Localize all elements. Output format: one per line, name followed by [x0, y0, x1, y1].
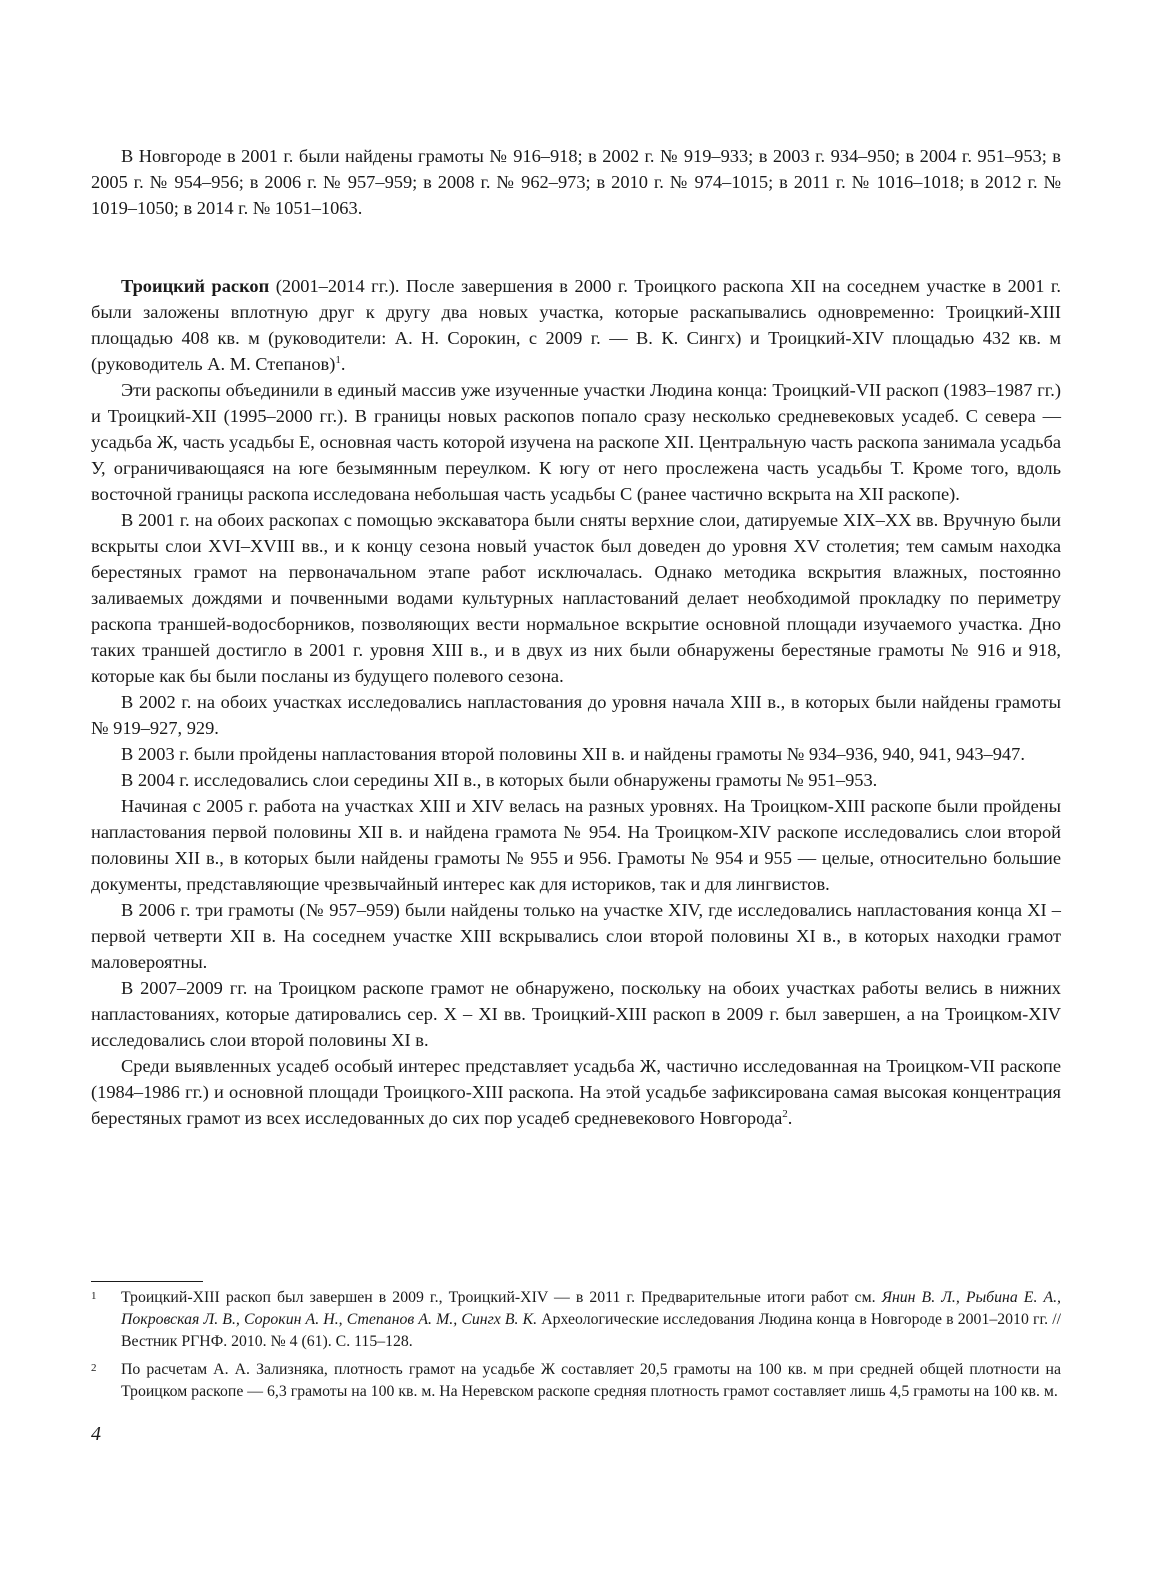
section-heading: Троицкий раскоп — [121, 276, 270, 296]
paragraph-2-end: . — [340, 354, 346, 374]
paragraph-1: В Новгороде в 2001 г. были найдены грамоты № 916–918; в 2002 г. № 919–933; в 2003 г. 934–950; в 2004 г. 951–953; в 2005 г. № 954–956; в 2006 г. № 957–959; в 2008 г. № 962–973; в 2010 г. № 974–1015; в 2011 г. № 1016–1018; в 2012 г. № 1019–1050; в 2014 г. № 1051–1063. — [91, 146, 1061, 218]
footnote-text: По расчетам А. А. Зализняка, плотность грамот на усадьбе Ж составляет 20,5 грамоты на 100 кв. м при средней общей плотности на Троицком раскопе — 6,3 грамоты на 100 кв. м. На Неревском раскопе средняя плотность грамот составляет лишь 4,5 грамоты на 100 кв. м. — [121, 1361, 1061, 1400]
paragraph-11 — [91, 1053, 1061, 1131]
footnote-1 — [91, 1287, 1061, 1353]
footnote-text-cont: Археологические исследования Людина конца в Новгороде в 2001–2010 гг. // Вестник РГНФ. 2010. № 4 (61). С. 115–128. — [121, 1311, 1061, 1350]
paragraph-2-text: (2001–2014 гг.). После завершения в 2000 г. Троицкого раскопа XII на соседнем участке в 2001 г. были заложены вплотную друг к другу два новых участка, которые раскапывались одновременно: Троицкий-XIII площадью 408 кв. м (руководители: А. Н. Сорокин, с 2009 г. — В. К. Сингх) и Троицкий-XIV площадью 432 кв. м (руководитель А. М. Степанов) — [91, 276, 1061, 374]
paragraph-7: В 2004 г. исследовались слои середины XII в., в которых были обнаружены грамоты № 951–953. — [121, 770, 878, 790]
section-gap — [91, 221, 1061, 273]
paragraph-11-end: . — [787, 1108, 793, 1128]
paragraph-10: В 2007–2009 гг. на Троицком раскопе грамот не обнаружено, поскольку на обоих участках работы велись в нижних напластованиях, которые датировались сер. X – XI вв. Троицкий-XIII раскоп в 2009 г. был завершен, а на Троицком-XIV исследовались слои второй половины XI в. — [91, 978, 1061, 1050]
footnote-ref-1[interactable]: 1 — [335, 353, 341, 366]
footnote-2 — [91, 1359, 1061, 1403]
footnote-ref-2[interactable]: 2 — [782, 1107, 788, 1120]
footnote-number: 1 — [91, 1290, 97, 1302]
paragraph-2 — [91, 273, 1061, 377]
paragraph-4: В 2001 г. на обоих раскопах с помощью экскаватора были сняты верхние слои, датируемые XIX–XX вв. Вручную были вскрыты слои XVI–XVIII вв., и к концу сезона новый участок был доведен до уровня XV столетия; тем самым находка берестяных грамот на первоначальном этапе работ исключалась. Однако методика вскрытия влажных, постоянно заливаемых дождями и почвенными водами культурных напластований делает необходимой прокладку по периметру раскопа траншей-водосборников, позволяющих вести нормальное вскрытие основной площади изучаемого участка. Дно таких траншей достигло в 2001 г. уровня XIII в., и в двух из них были обнаружены берестяные грамоты № 916 и 918, которые как бы были посланы из будущего полевого сезона. — [91, 510, 1061, 686]
main-text — [91, 143, 1061, 1131]
footnote-number: 2 — [91, 1362, 97, 1374]
paragraph-11-text: Среди выявленных усадеб особый интерес представляет усадьба Ж, частично исследованная на Троицком-VII раскопе (1984–1986 гг.) и основной площади Троицкого-XIII раскопа. На этой усадьбе зафиксирована самая высокая концентрация берестяных грамот из всех исследованных до сих пор усадеб средневекового Новгорода — [91, 1056, 1061, 1128]
paragraph-8: Начиная с 2005 г. работа на участках XIII и XIV велась на разных уровнях. На Троицком-XIII раскопе были пройдены напластования первой половины XII в. и найдена грамота № 954. На Троицком-XIV раскопе исследовались слои второй половины XII в., в которых были найдены грамоты № 955 и 956. Грамоты № 954 и 955 — целые, относительно большие документы, представляющие чрезвычайный интерес как для историков, так и для лингвистов. — [91, 796, 1061, 894]
footnote-text: Троицкий-XIII раскоп был завершен в 2009 г., Троицкий-XIV — в 2011 г. Предварительные итоги работ см. — [121, 1289, 882, 1306]
paragraph-3: Эти раскопы объединили в единый массив уже изученные участки Людина конца: Троицкий-VII раскоп (1983–1987 гг.) и Троицкий-XII (1995–2000 гг.). В границы новых раскопов попало сразу несколько средневековых усадеб. С севера — усадьба Ж, часть усадьбы Е, основная часть которой изучена на раскопе XII. Центральную часть раскопа занимала усадьба У, ограничивающаяся на юге безымянным переулком. К югу от него прослежена часть усадьбы Т. Кроме того, вдоль восточной границы раскопа исследована небольшая часть усадьбы С (ранее частично вскрыта на XII раскопе). — [91, 380, 1061, 504]
page-number: 4 — [91, 1423, 101, 1445]
paragraph-9: В 2006 г. три грамоты (№ 957–959) были найдены только на участке XIV, где исследовались напластования конца XI – первой четверти XII в. На соседнем участке XIII вскрывались слои второй половины XI в., в которых находки грамот маловероятны. — [91, 900, 1061, 972]
footnote-authors: Янин В. Л., Рыбина Е. А., Покровская Л. В., Сорокин А. Н., Степанов А. М., Сингх В. К. — [121, 1289, 1061, 1328]
footnote-divider — [91, 1281, 203, 1282]
paragraph-6: В 2003 г. были пройдены напластования второй половины XII в. и найдены грамоты № 934–936, 940, 941, 943–947. — [121, 744, 1025, 764]
footnotes — [91, 1287, 1061, 1409]
paragraph-5: В 2002 г. на обоих участках исследовались напластования до уровня начала XIII в., в которых были найдены грамоты № 919–927, 929. — [91, 692, 1061, 738]
